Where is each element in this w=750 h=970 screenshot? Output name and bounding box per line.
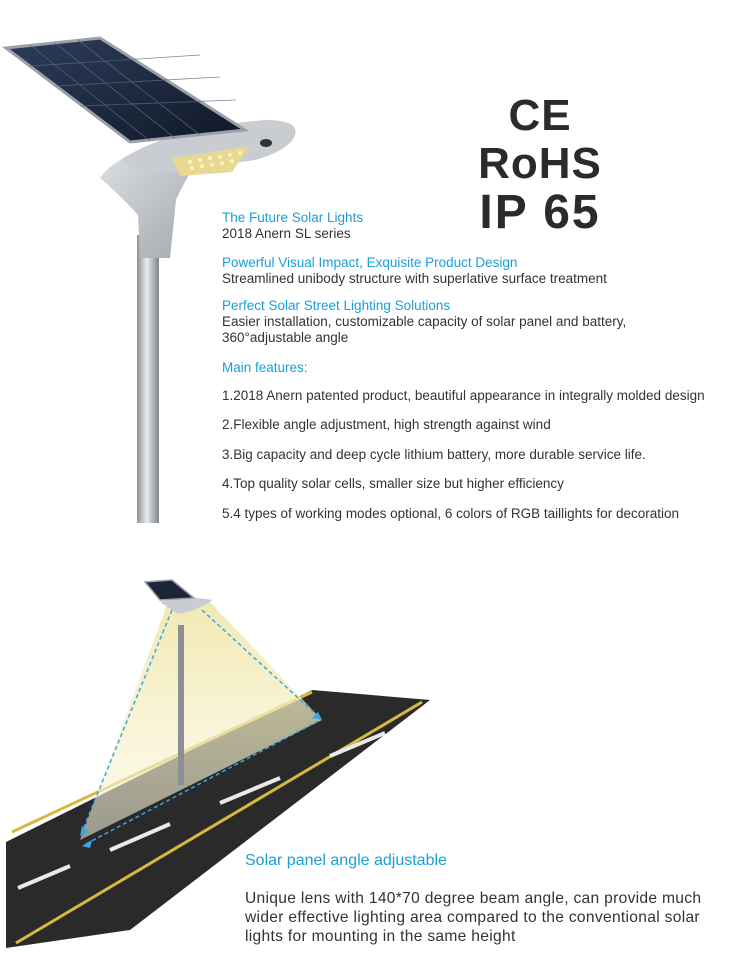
intro-text: Streamlined unibody structure with superlative surface treatment (222, 271, 607, 286)
intro-heading: Powerful Visual Impact, Exquisite Product Design (222, 255, 518, 270)
feature-item: 4.Top quality solar cells, smaller size but higher efficiency (222, 476, 564, 491)
intro-text: 2018 Anern SL series (222, 226, 351, 241)
intro-heading: The Future Solar Lights (222, 210, 364, 225)
intro-block-3 (222, 298, 747, 346)
features-heading: Main features: (222, 360, 308, 375)
solar-panel (6, 38, 245, 142)
intro-block-1 (222, 210, 747, 242)
intro-heading: Perfect Solar Street Lighting Solutions (222, 298, 451, 313)
intro-text: Easier installation, customizable capacity of solar panel and battery, (222, 314, 627, 329)
feature-item: 5.4 types of working modes optional, 6 colors of RGB taillights for decoration (222, 506, 679, 521)
solar-panel (145, 580, 194, 600)
pole (178, 625, 184, 785)
caption-body: Unique lens with 140*70 degree beam angle, can provide much wider effective lighting area compared to the conventional solar lights for mounting in the same height (245, 890, 702, 945)
intro-text-continued: 360°adjustable angle (222, 330, 349, 345)
ip-rating-mark: IP 65 (479, 186, 601, 239)
feature-item: 3.Big capacity and deep cycle lithium battery, more durable service life. (222, 447, 646, 462)
ce-rohs-mark: CE RoHS (478, 91, 602, 188)
feature-item: 1.2018 Anern patented product, beautiful appearance in integrally molded design (222, 388, 705, 403)
caption-title: Solar panel angle adjustable (245, 852, 447, 869)
intro-block-2 (222, 255, 747, 287)
feature-item: 2.Flexible angle adjustment, high strength against wind (222, 417, 551, 432)
pole (137, 235, 159, 523)
